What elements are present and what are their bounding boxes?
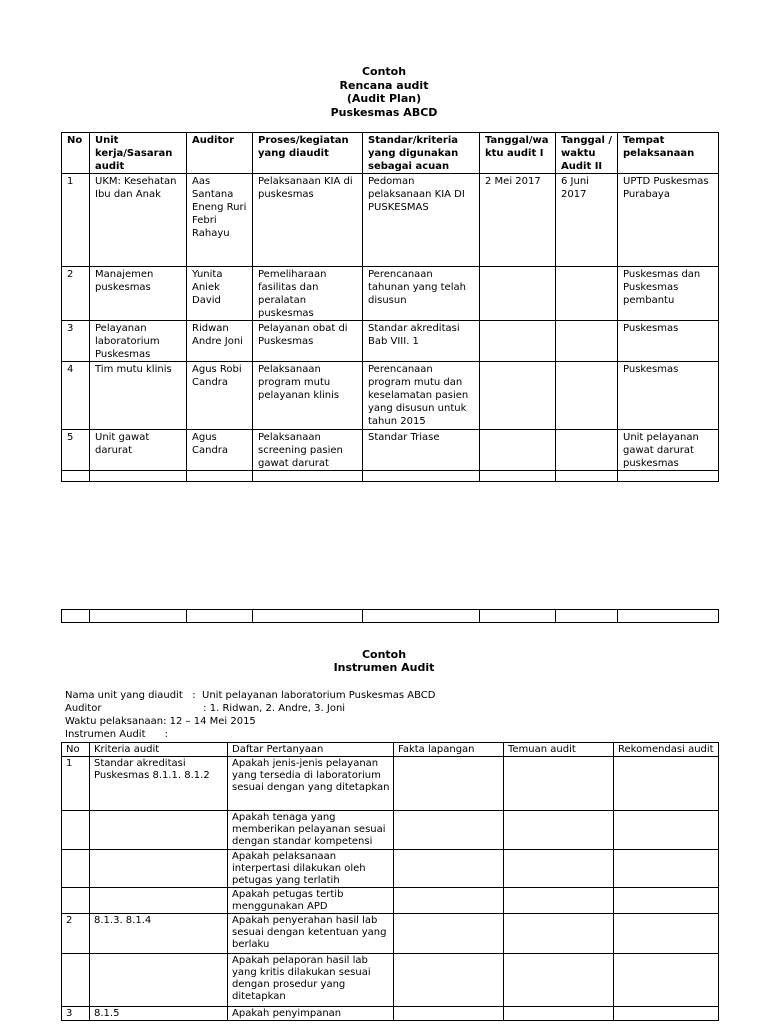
- table-cell: [556, 471, 618, 482]
- table-cell: [187, 610, 253, 623]
- table-row: [62, 914, 719, 954]
- table-cell: [90, 954, 228, 1007]
- table-cell: [614, 811, 719, 850]
- plan-title-2: Rencana audit: [339, 79, 429, 92]
- table-cell: Puskesmas dan Puskesmas pembantu: [618, 267, 719, 321]
- table-cell: Pelayanan laboratorium Puskesmas: [90, 321, 187, 362]
- table-cell: 1: [62, 757, 90, 811]
- table-cell: UPTD Puskesmas Purabaya: [618, 174, 719, 267]
- audit-instrument-table: [61, 742, 719, 1021]
- plan-header-cell: Tempat pelaksanaan: [618, 133, 719, 174]
- table-cell: [556, 267, 618, 321]
- table-cell: Aas Santana Eneng Ruri Febri Rahayu: [187, 174, 253, 267]
- table-cell: [394, 1007, 504, 1021]
- table-cell: [614, 1007, 719, 1021]
- table-cell: [504, 914, 614, 954]
- table-cell: [614, 888, 719, 914]
- table-cell: [480, 267, 556, 321]
- table-cell: [480, 610, 556, 623]
- table-row: [62, 321, 719, 362]
- table-row-empty: [62, 610, 719, 623]
- table-cell: Apakah pelaporan hasil lab yang kritis dilakukan sesuai dengan prosedur yang ditetapkan: [228, 954, 394, 1007]
- instrument-title-2: Instrumen Audit: [333, 661, 435, 674]
- plan-header-cell: Proses/kegiatan yang diaudit: [253, 133, 363, 174]
- table-cell: Pelaksanaan program mutu pelayanan klinis: [253, 362, 363, 430]
- table-cell: [394, 888, 504, 914]
- table-cell: Standar Triase: [363, 430, 480, 471]
- table-cell: Pelaksanaan KIA di puskesmas: [253, 174, 363, 267]
- table-cell: [504, 1007, 614, 1021]
- table-cell: [394, 811, 504, 850]
- table-cell: [504, 757, 614, 811]
- table-cell: [90, 811, 228, 850]
- table-cell: [614, 757, 719, 811]
- table-cell: Ridwan Andre Joni: [187, 321, 253, 362]
- plan-header-cell: No: [62, 133, 90, 174]
- table-row: [62, 174, 719, 267]
- table-row: [62, 888, 719, 914]
- table-cell: Apakah tenaga yang memberikan pelayanan sesuai dengan standar kompetensi: [228, 811, 394, 850]
- table-cell: [394, 914, 504, 954]
- table-cell: Tim mutu klinis: [90, 362, 187, 430]
- table-cell: Apakah petugas tertib menggunakan APD: [228, 888, 394, 914]
- instrument-header-cell: Rekomendasi audit: [614, 743, 719, 757]
- table-cell: [614, 954, 719, 1007]
- table-cell: [62, 888, 90, 914]
- table-cell: [90, 850, 228, 888]
- table-cell: [90, 888, 228, 914]
- table-cell: 6 Juni 2017: [556, 174, 618, 267]
- table-cell: Pelayanan obat di Puskesmas: [253, 321, 363, 362]
- table-cell: [556, 430, 618, 471]
- table-cell: 2: [62, 267, 90, 321]
- table-cell: Agus Robi Candra: [187, 362, 253, 430]
- table-cell: Perencanaan tahunan yang telah disusun: [363, 267, 480, 321]
- table-row: [62, 811, 719, 850]
- table-cell: 8.1.3. 8.1.4: [90, 914, 228, 954]
- table-cell: [480, 471, 556, 482]
- table-row: [62, 362, 719, 430]
- table-cell: Unit pelayanan gawat darurat puskesmas: [618, 430, 719, 471]
- meta-time: Waktu pelaksanaan: 12 – 14 Mei 2015: [65, 716, 256, 727]
- table-cell: [90, 471, 187, 482]
- table-cell: [394, 757, 504, 811]
- table-cell: Apakah pelaksanaan interpertasi dilakukan oleh petugas yang terlatih: [228, 850, 394, 888]
- plan-title-4: Puskesmas ABCD: [330, 106, 438, 119]
- table-row: [62, 757, 719, 811]
- table-cell: Apakah penyerahan hasil lab sesuai dengan ketentuan yang berlaku: [228, 914, 394, 954]
- table-cell: [62, 954, 90, 1007]
- table-cell: [253, 471, 363, 482]
- instrument-header-row: [62, 743, 719, 757]
- table-cell: [556, 321, 618, 362]
- table-cell: Yunita Aniek David: [187, 267, 253, 321]
- meta-unit: Nama unit yang diaudit : Unit pelayanan laboratorium Puskesmas ABCD: [65, 690, 436, 701]
- table-cell: 5: [62, 430, 90, 471]
- table-cell: Unit gawat darurat: [90, 430, 187, 471]
- table-cell: 3: [62, 321, 90, 362]
- table-cell: [504, 811, 614, 850]
- plan-title-1: Contoh: [361, 65, 407, 78]
- plan-header-cell: Tanggal/wa ktu audit I: [480, 133, 556, 174]
- table-cell: Apakah penyimpanan: [228, 1007, 394, 1021]
- table-row: [62, 267, 719, 321]
- plan-header-cell: Unit kerja/Sasaran audit: [90, 133, 187, 174]
- table-cell: [480, 362, 556, 430]
- table-cell: [363, 471, 480, 482]
- plan-title-3: (Audit Plan): [346, 92, 422, 105]
- table-cell: Pedoman pelaksanaan KIA DI PUSKESMAS: [363, 174, 480, 267]
- table-cell: [394, 954, 504, 1007]
- table-cell: Puskesmas: [618, 321, 719, 362]
- table-cell: [253, 610, 363, 623]
- table-cell: [90, 610, 187, 623]
- table-cell: [480, 430, 556, 471]
- instrument-title-1: Contoh: [361, 648, 407, 661]
- table-cell: [62, 610, 90, 623]
- table-cell: 2 Mei 2017: [480, 174, 556, 267]
- table-cell: [504, 888, 614, 914]
- instrument-header-cell: Fakta lapangan: [394, 743, 504, 757]
- table-row: [62, 430, 719, 471]
- table-cell: 2: [62, 914, 90, 954]
- table-cell: Apakah jenis-jenis pelayanan yang tersedia di laboratorium sesuai dengan yang ditetapkan: [228, 757, 394, 811]
- instrument-header-cell: No: [62, 743, 90, 757]
- table-cell: Standar akreditasi Puskesmas 8.1.1. 8.1.2: [90, 757, 228, 811]
- audit-plan-table: [61, 132, 719, 482]
- audit-plan-continuation-table: [61, 609, 719, 623]
- instrument-header-cell: Daftar Pertanyaan: [228, 743, 394, 757]
- meta-instrument: Instrumen Audit :: [65, 729, 168, 740]
- table-row: [62, 954, 719, 1007]
- table-cell: [504, 850, 614, 888]
- plan-header-cell: Auditor: [187, 133, 253, 174]
- table-cell: [480, 321, 556, 362]
- table-cell: [62, 811, 90, 850]
- table-cell: 3: [62, 1007, 90, 1021]
- table-cell: 1: [62, 174, 90, 267]
- table-row-empty: [62, 471, 719, 482]
- table-cell: Puskesmas: [618, 362, 719, 430]
- table-row: [62, 1007, 719, 1021]
- table-cell: [614, 850, 719, 888]
- table-cell: [187, 471, 253, 482]
- table-cell: [618, 471, 719, 482]
- table-cell: [556, 610, 618, 623]
- table-cell: Manajemen puskesmas: [90, 267, 187, 321]
- table-cell: 4: [62, 362, 90, 430]
- table-cell: [504, 954, 614, 1007]
- table-cell: [363, 610, 480, 623]
- instrument-header-cell: Temuan audit: [504, 743, 614, 757]
- table-cell: [556, 362, 618, 430]
- table-cell: 8.1.5: [90, 1007, 228, 1021]
- table-cell: [62, 471, 90, 482]
- table-cell: Standar akreditasi Bab VIII. 1: [363, 321, 480, 362]
- table-cell: Pelaksanaan screening pasien gawat darurat: [253, 430, 363, 471]
- table-cell: [614, 914, 719, 954]
- table-cell: Agus Candra: [187, 430, 253, 471]
- table-row: [62, 850, 719, 888]
- table-cell: UKM: Kesehatan Ibu dan Anak: [90, 174, 187, 267]
- table-cell: Perencanaan program mutu dan keselamatan pasien yang disusun untuk tahun 2015: [363, 362, 480, 430]
- plan-header-cell: Standar/kriteria yang digunakan sebagai acuan: [363, 133, 480, 174]
- meta-auditor: Auditor : 1. Ridwan, 2. Andre, 3. Joni: [65, 703, 346, 714]
- table-cell: [618, 610, 719, 623]
- instrument-header-cell: Kriteria audit: [90, 743, 228, 757]
- plan-header-cell: Tanggal / waktu Audit II: [556, 133, 618, 174]
- table-cell: Pemeliharaan fasilitas dan peralatan puskesmas: [253, 267, 363, 321]
- table-cell: [394, 850, 504, 888]
- table-cell: [62, 850, 90, 888]
- plan-header-row: [62, 133, 719, 174]
